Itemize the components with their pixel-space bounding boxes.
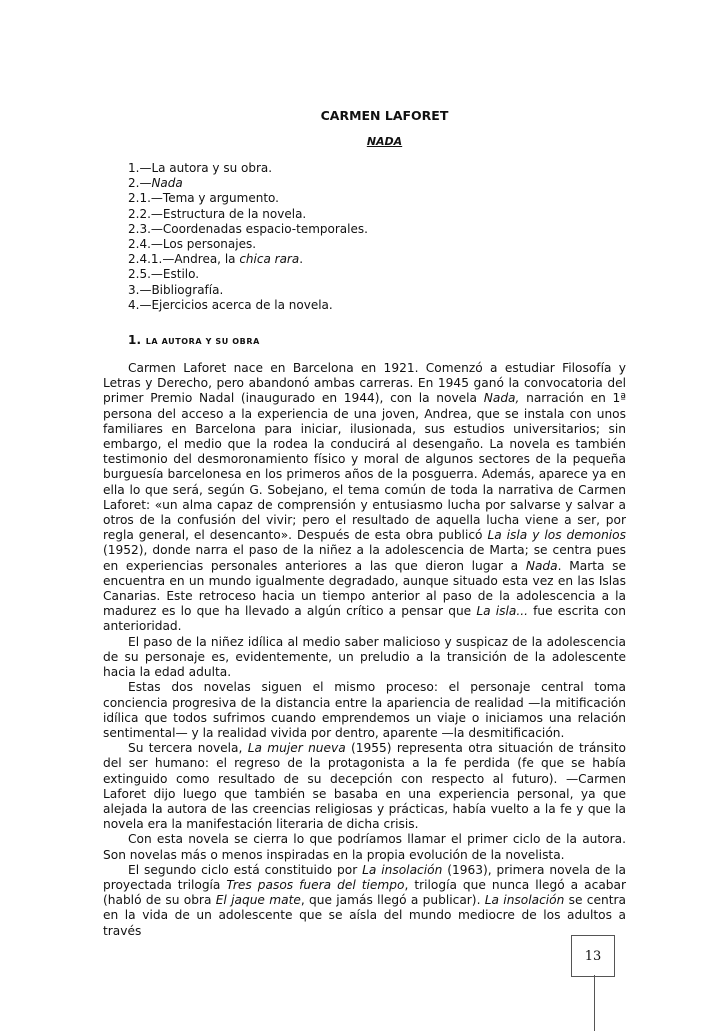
paragraph	[103, 863, 626, 939]
toc-item-text: 2.4.—Los personajes.	[128, 237, 257, 252]
text-run: El segundo ciclo está constituido por	[128, 862, 363, 877]
italic-run: La insolación	[484, 893, 565, 908]
text-run: . Marta se encuentra en un mundo igualmente degradado, aunque situado esta vez en las Islas Canarias. Este retroceso hacia un tiempo anterior al paso de la adolescencia a la madurez es lo que ha llevado a algún crítico a pensar que	[103, 558, 627, 619]
text-run: (1963), primera novela de la proyectada trilogía	[103, 862, 627, 892]
toc-item	[128, 283, 626, 298]
toc-item	[128, 191, 626, 206]
toc-item-text: 2.3.—Coordenadas espacio-temporales.	[128, 221, 368, 236]
toc-item-emphasis: Nada	[151, 176, 183, 191]
toc-item	[128, 267, 626, 282]
text-run: El paso de la niñez idílica al medio saber malicioso y suspicaz de la adolescencia de su personaje es, evidentemente, un preludio a la transición de la adolescente hacia la edad adulta.	[103, 634, 626, 680]
toc-item	[128, 237, 626, 252]
paragraph	[103, 635, 626, 681]
toc-item-text: 2.4.1.—Andrea, la	[128, 252, 240, 267]
toc-item	[128, 252, 626, 267]
text-run: Carmen Laforet nace en Barcelona en 1921. Comenzó a estudiar Filosofía y Letras y Derecho, pero abandonó ambas carreras. En 1945 ganó la convocatoria del primer Premio Nadal (inaugurado en 1944), con la novela	[103, 361, 626, 406]
toc-item-text: 2.1.—Tema y argumento.	[128, 191, 279, 206]
text-run: narración en 1ª persona del acceso a la experiencia de una joven, Andrea, que se instala con unos familiares en Barcelona para iniciar, ilusionada, sus estudios universitarios; sin embargo, el medio que la rodea la conducirá al desengaño. La novela es también testimonio del desmoronamiento físico y moral de algunos sectores de la pequeña burguesía barcelonesa en los primeros años de la posguerra. Además, aparece ya en ella lo que será, según G. Sobejano, el tema común de toda la narrativa de Carmen Laforet: «un alma capaz de comprensión y entusiasmo lucha por salvarse y salvar a otros de la confusión del vivir; pero el resultado de aquella lucha viene a ser, por regla general, el desencanto». Después de esta obra publicó	[103, 391, 626, 543]
text-run: fue escrita con anterioridad.	[103, 604, 626, 634]
section-number: 1.	[128, 333, 142, 348]
section-label: LA AUTORA Y SU OBRA	[145, 337, 260, 347]
toc-item-text: 2.—	[128, 176, 152, 191]
page-number-box	[571, 935, 615, 977]
toc-item-suffix: .	[299, 252, 304, 267]
toc-item-text: 3.—Bibliografía.	[128, 282, 224, 297]
text-run: Estas dos novelas siguen el mismo proceso: el personaje central toma conciencia progresiva de la distancia entre la apariencia de realidad —la mitificación idílica que todos sufrimos cuando emprendemos un viaje o iniciamos una relación sentimental— y la realidad vivida por dentro, aparente —la desmitificación.	[103, 680, 626, 740]
text-run: se centra en la vida de un adolescente que se aísla del mundo mediocre de los adultos a través	[103, 893, 626, 938]
toc-item-text: 1.—La autora y su obra.	[128, 161, 273, 175]
toc-item	[128, 222, 626, 237]
text-run: Con esta novela se cierra lo que podríamos llamar el primer ciclo de la autora. Son novelas más o menos inspiradas en la propia evolución de la novelista.	[103, 832, 626, 862]
italic-run: El jaque mate	[215, 893, 301, 908]
toc-item-text: 4.—Ejercicios acerca de la novela.	[128, 297, 333, 312]
document-subtitle: NADA	[366, 135, 403, 148]
italic-run: Tres pasos fuera del tiempo	[226, 877, 405, 892]
paragraph	[103, 832, 626, 862]
toc-item	[128, 207, 626, 222]
paragraph	[103, 741, 626, 832]
italic-run: La isla...	[476, 604, 528, 619]
toc-item	[128, 161, 626, 176]
toc-item-text: 2.2.—Estructura de la novela.	[128, 206, 307, 221]
table-of-contents	[128, 161, 626, 313]
text-run: (1955) representa otra situación de tránsito del ser humano: el regreso de la protagonista a la fe perdida (fe que se había extinguido como resultado de su decepción con respecto al futuro). —Carmen Laforet dijo luego que también se basaba en una experiencia personal, ya que alejada la autora de las creencias religiosas y prácticas, había vuelto a la fe y que la novela era la manifestación literaria de dicha crisis.	[103, 741, 626, 832]
text-run: Su tercera novela,	[128, 741, 248, 756]
italic-run: La isla y los demonios	[487, 528, 626, 543]
italic-run: Nada	[525, 558, 558, 573]
document-title: CARMEN LAFORET	[320, 108, 449, 123]
italic-run: La insolación	[362, 862, 443, 877]
section-heading	[128, 333, 626, 347]
toc-item	[128, 176, 626, 191]
body-text	[103, 361, 626, 939]
toc-item-text: 2.5.—Estilo.	[128, 267, 200, 282]
italic-run: Nada,	[483, 391, 520, 406]
text-run: (1952), donde narra el paso de la niñez a la adolescencia de Marta; se centra pues en experiencias personales anteriores a las que dieron lugar a	[103, 543, 626, 573]
toc-item	[128, 298, 626, 313]
paragraph	[103, 680, 626, 741]
italic-run: La mujer nueva	[247, 741, 346, 756]
toc-item-emphasis: chica rara	[239, 252, 300, 267]
paragraph	[103, 361, 626, 635]
page-number-rule	[594, 975, 595, 1031]
text-run: , que jamás llegó a publicar).	[300, 893, 485, 908]
text-run: , trilogía que nunca llegó a acabar (habló de su obra	[103, 877, 626, 908]
page-number: 13	[584, 948, 602, 964]
page-content	[103, 108, 626, 939]
